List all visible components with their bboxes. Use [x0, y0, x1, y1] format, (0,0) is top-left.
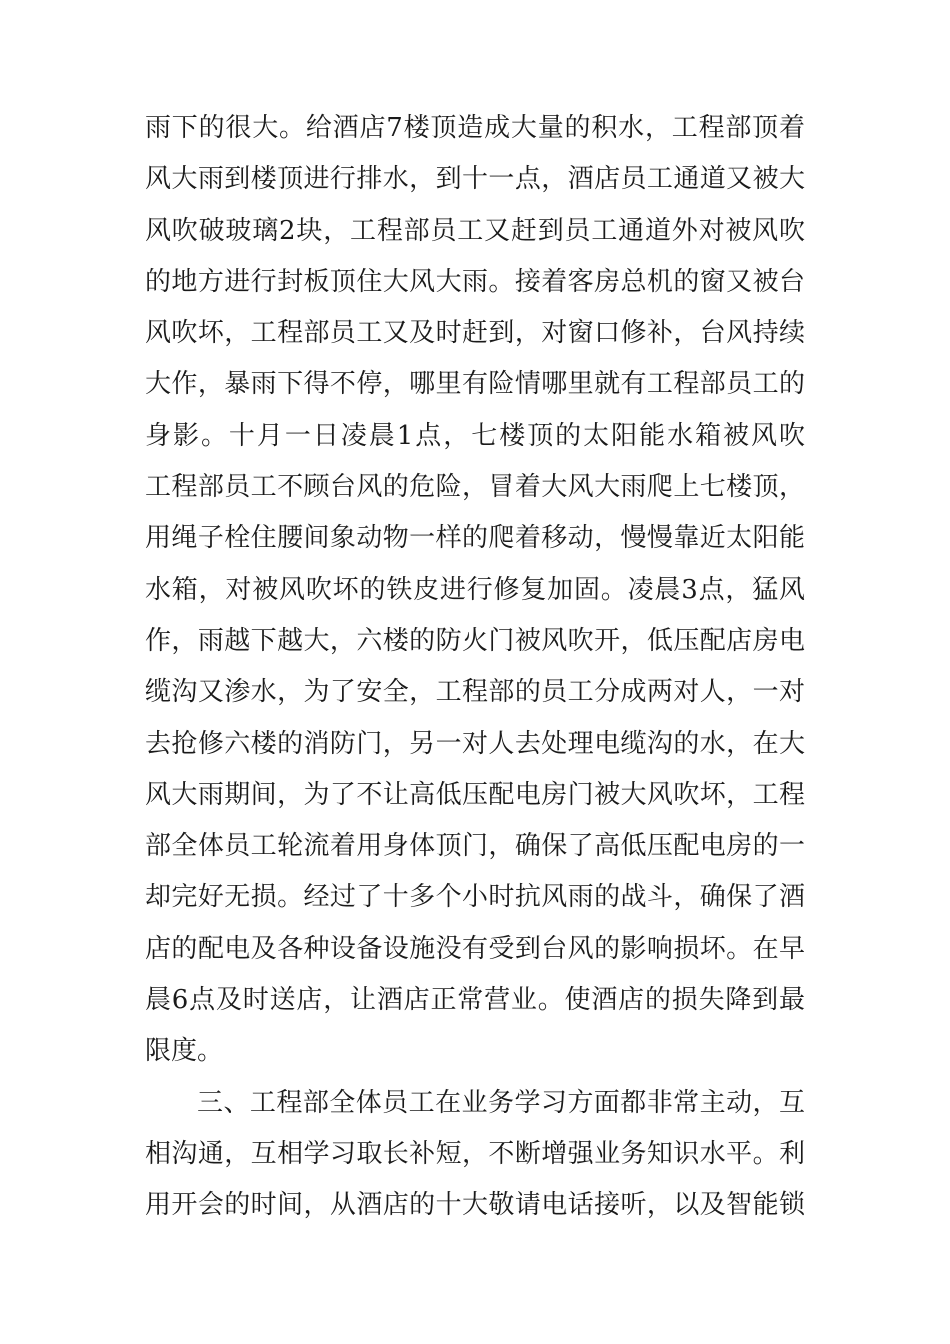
- text-line: 晨6点及时送店，让酒店正常营业。使酒店的损失降到最: [145, 985, 805, 1016]
- text-line: 用开会的时间，从酒店的十大敬请电话接听，以及智能锁: [145, 1190, 805, 1221]
- text-line: 却完好无损。经过了十多个小时抗风雨的战斗，确保了酒: [145, 882, 805, 913]
- body-text: [145, 103, 805, 1232]
- text-line: 身影。十月一日凌晨1点，七楼顶的太阳能水箱被风吹: [145, 420, 805, 451]
- text-line: 用绳子栓住腰间象动物一样的爬着移动，慢慢靠近太阳能: [145, 523, 805, 554]
- text-line: 去抢修六楼的消防门，另一对人去处理电缆沟的水，在大: [145, 728, 805, 759]
- text-line: 三、工程部全体员工在业务学习方面都非常主动，互: [197, 1087, 805, 1118]
- text-line: 工程部员工不顾台风的危险，冒着大风大雨爬上七楼顶，: [145, 472, 805, 503]
- text-line: 部全体员工轮流着用身体顶门，确保了高低压配电房的一: [145, 831, 805, 862]
- text-line: 雨下的很大。给酒店7楼顶造成大量的积水，工程部顶着: [145, 113, 805, 143]
- text-line: 风大雨到楼顶进行排水，到十一点，酒店员工通道又被大: [145, 164, 805, 195]
- text-line: 相沟通，互相学习取长补短，不断增强业务知识水平。利: [145, 1138, 805, 1169]
- text-line: 的地方进行封板顶住大风大雨。接着客房总机的窗又被台: [145, 266, 805, 297]
- text-line: 风吹破玻璃2块，工程部员工又赶到员工通道外对被风吹: [145, 215, 805, 246]
- text-line: 大作，暴雨下得不停，哪里有险情哪里就有工程部员工的: [145, 369, 805, 400]
- text-line: 作，雨越下越大，六楼的防火门被风吹开，低压配店房电: [145, 625, 805, 656]
- text-line: 风吹坏，工程部员工又及时赶到，对窗口修补，台风持续: [145, 318, 805, 349]
- text-line: 风大雨期间，为了不让高低压配电房门被大风吹坏，工程: [145, 779, 805, 810]
- text-line: 店的配电及各种设备设施没有受到台风的影响损坏。在早: [145, 933, 805, 964]
- text-line: 限度。: [145, 1036, 224, 1067]
- text-line: 水箱，对被风吹坏的铁皮进行修复加固。凌晨3点，猛风: [145, 574, 805, 605]
- text-line: 缆沟又渗水，为了安全，工程部的员工分成两对人，一对: [145, 677, 805, 708]
